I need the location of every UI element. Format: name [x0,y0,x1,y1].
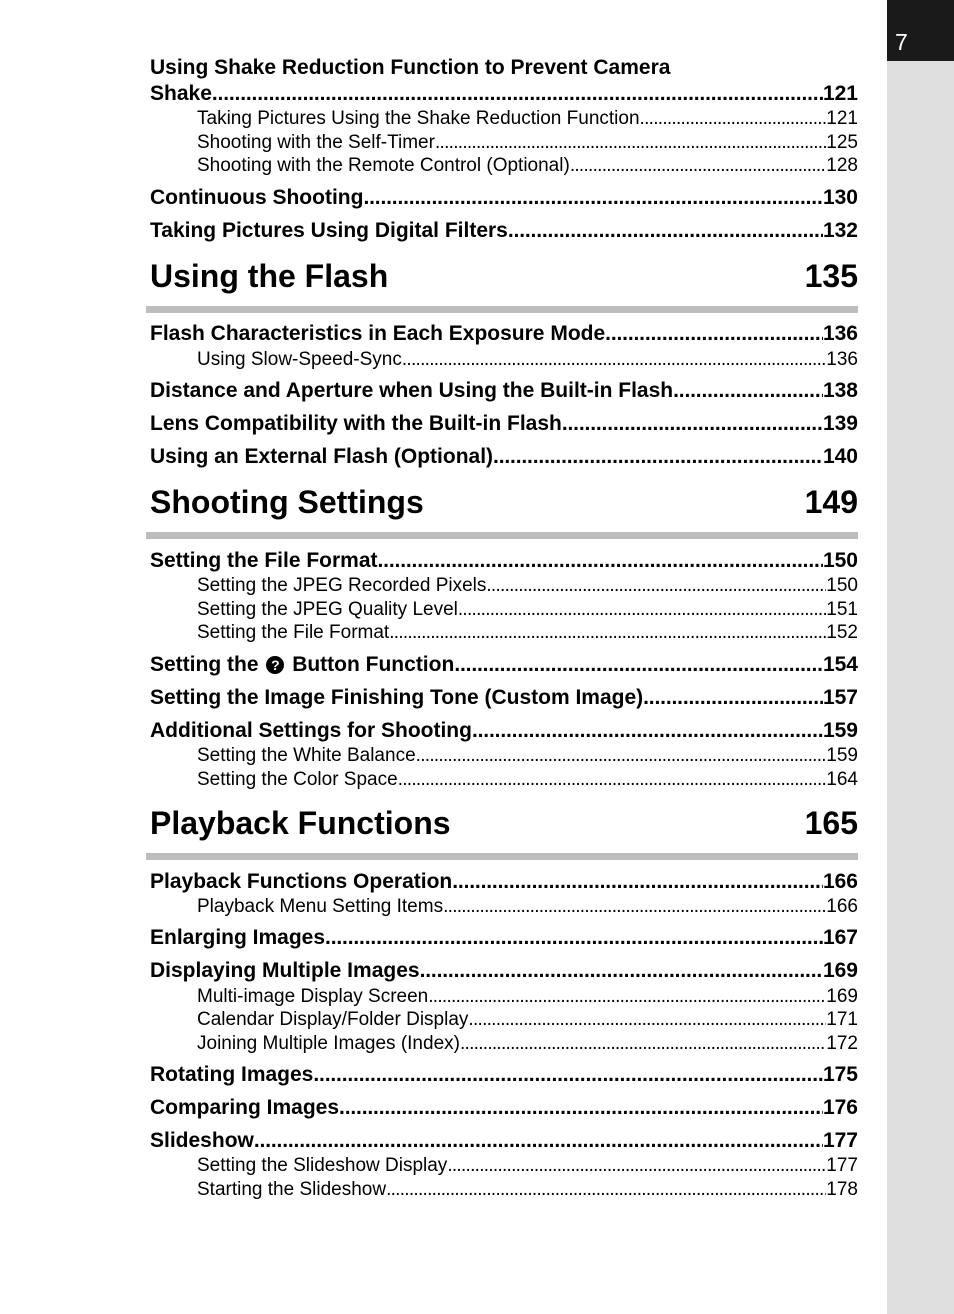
toc-entry-title: Setting the File Format [150,549,378,572]
toc-subentry-color-space[interactable] [197,768,858,791]
dot-leader [398,768,827,791]
toc-entry-shake-line1[interactable]: Using Shake Reduction Function to Prevent Camera [150,56,671,79]
question-button-icon: ? [266,656,284,674]
toc-entry-title: Taking Pictures Using Digital Filters [150,219,508,242]
dot-leader [472,718,823,744]
chapter-title: Using the Flash [150,258,389,294]
toc-entry-button-function[interactable] [150,652,858,678]
toc-entry-title: Enlarging Images [150,926,326,949]
toc-subentry-page: 150 [826,575,858,596]
toc-subentry-title: Multi-image Display Screen [197,986,429,1007]
toc-subentry-page: 152 [826,622,858,643]
toc-entry-page: 150 [822,549,858,572]
toc-subentry-playback-menu[interactable] [197,895,858,918]
toc-subentry-page: 166 [826,896,858,917]
dot-leader [402,348,826,371]
dot-leader [562,411,823,437]
chapter-heading-flash[interactable] [150,257,858,295]
toc-subentry-title: Taking Pictures Using the Shake Reduction Function [197,108,640,129]
toc-subentry-title: Setting the JPEG Quality Level [197,599,458,620]
dot-leader [443,895,826,918]
dot-leader [452,869,823,895]
toc-entry-rotating-images[interactable] [150,1062,858,1088]
toc-subentry-title: Starting the Slideshow [197,1179,387,1200]
toc-entry-page: 175 [822,1063,858,1086]
side-strip [887,0,954,1314]
toc-subentry-page: 151 [826,599,858,620]
dot-leader [454,652,823,678]
dot-leader [389,621,826,644]
page-number: 7 [895,29,908,55]
toc-subentry-page: 171 [826,1009,858,1030]
chapter-divider [146,532,858,539]
toc-entry-title: Continuous Shooting [150,186,364,209]
dot-leader [673,378,823,404]
dot-leader [420,958,823,984]
toc-subentry-page: 125 [826,132,858,153]
toc-entry-page: 157 [822,686,858,709]
toc-entry-shake[interactable] [150,81,858,107]
toc-subentry-page: 164 [826,769,858,790]
toc-entry-continuous-shooting[interactable] [150,185,858,211]
toc-entry-enlarging-images[interactable] [150,925,858,951]
toc-subentry-page: 136 [826,349,858,370]
toc-subentry-title: Using Slow-Speed-Sync [197,349,402,370]
toc-entry-title: Displaying Multiple Images [150,959,420,982]
toc-entry-slideshow[interactable] [150,1128,858,1154]
toc-subentry-file-format[interactable] [197,621,858,644]
toc-subentry-self-timer[interactable] [197,131,858,154]
toc-entry-title: Additional Settings for Shooting [150,719,472,742]
toc-entry-title: Rotating Images [150,1063,314,1086]
toc-entry-title: Using an External Flash (Optional) [150,445,494,468]
toc-entry-title: Shake [150,82,212,105]
toc-subentry-page: 169 [826,986,858,1007]
toc-subentry-starting-slideshow[interactable] [197,1178,858,1201]
dot-leader [416,744,827,767]
toc-entry-title [150,652,454,678]
toc-subentry-title: Joining Multiple Images (Index) [197,1033,460,1054]
toc-entry-page: 136 [822,322,858,345]
toc-entry-title-start: Setting the [150,653,259,676]
chapter-page: 165 [804,805,858,841]
dot-leader [339,1095,823,1121]
dot-leader [643,685,823,711]
toc-subentry-title: Playback Menu Setting Items [197,896,444,917]
toc-entry-flash-characteristics[interactable] [150,321,858,347]
chapter-heading-playback[interactable] [150,804,858,842]
dot-leader [570,154,826,177]
chapter-page: 149 [804,484,858,520]
toc-entry-comparing-images[interactable] [150,1095,858,1121]
chapter-page: 135 [804,258,858,294]
dot-leader [605,321,823,347]
toc-subentry-remote-control[interactable] [197,154,858,177]
dot-leader [386,1178,826,1201]
toc-entry-image-finishing-tone[interactable] [150,685,858,711]
toc-subentry-title: Setting the White Balance [197,745,416,766]
dot-leader [458,598,826,621]
toc-entry-title: Playback Functions Operation [150,870,453,893]
toc-subentry-title: Setting the Color Space [197,769,398,790]
dot-leader [493,444,823,470]
dot-leader [640,107,827,130]
dot-leader [254,1128,823,1154]
toc-subentry-title: Calendar Display/Folder Display [197,1009,469,1030]
dot-leader [468,1008,826,1031]
toc-entry-lens-compatibility[interactable] [150,411,858,437]
toc-entry-external-flash[interactable] [150,444,858,470]
toc-entry-page: 176 [822,1096,858,1119]
toc-entry-distance-aperture[interactable] [150,378,858,404]
toc-entry-page: 167 [822,926,858,949]
dot-leader [460,1032,826,1055]
toc-entry-page: 177 [822,1129,858,1152]
dot-leader [486,574,826,597]
chapter-heading-shooting-settings[interactable] [150,483,858,521]
toc-entry-title: Lens Compatibility with the Built-in Flash [150,412,562,435]
toc-subentry-title: Shooting with the Remote Control (Optional) [197,155,570,176]
dot-leader [428,985,826,1008]
toc-subentry-title: Shooting with the Self-Timer [197,132,435,153]
toc-subentry-page: 121 [826,108,858,129]
toc-entry-additional-settings[interactable] [150,718,858,744]
toc-entry-page: 130 [822,186,858,209]
dot-leader [435,131,826,154]
toc-entry-page: 121 [822,82,858,105]
toc-subentry-joining-images[interactable] [197,1032,858,1055]
toc-entry-page: 154 [822,653,858,676]
toc-subentry-page: 128 [826,155,858,176]
toc-subentry-calendar-display[interactable] [197,1008,858,1031]
toc-subentry-page: 172 [826,1033,858,1054]
toc-entry-title: Comparing Images [150,1096,340,1119]
toc-subentry-shake-reduction[interactable] [197,107,858,130]
toc-entry-page: 140 [822,445,858,468]
toc-entry-title-end: Button Function [292,653,455,676]
dot-leader [313,1062,823,1088]
dot-leader [363,185,823,211]
toc-entry-page: 169 [822,959,858,982]
toc-entry-multiple-images[interactable] [150,958,858,984]
toc-subentry-page: 178 [826,1179,858,1200]
toc-entry-page: 139 [822,412,858,435]
chapter-divider [146,853,858,860]
toc-entry-page: 132 [822,219,858,242]
toc-subentry-title: Setting the Slideshow Display [197,1155,448,1176]
dot-leader [325,925,823,951]
toc-entry-page: 138 [822,379,858,402]
dot-leader [508,218,823,244]
toc-subentry-slow-speed-sync[interactable] [197,348,858,371]
toc-entry-digital-filters[interactable] [150,218,858,244]
toc-entry-playback-operation[interactable] [150,869,858,895]
toc-subentry-title: Setting the JPEG Recorded Pixels [197,575,487,596]
dot-leader [212,81,823,107]
toc-subentry-jpeg-pixels[interactable] [197,574,858,597]
toc-entry-title: Distance and Aperture when Using the Built-in Flash [150,379,674,402]
toc-entry-page: 166 [822,870,858,893]
toc-entry-title: Flash Characteristics in Each Exposure Mode [150,322,606,345]
toc-entry-title: Setting the Image Finishing Tone (Custom Image) [150,686,644,709]
dot-leader [378,548,823,574]
chapter-divider [146,306,858,313]
chapter-title: Shooting Settings [150,484,424,520]
toc-entry-page: 159 [822,719,858,742]
toc-entry-file-format[interactable] [150,548,858,574]
toc-entry-title: Slideshow [150,1129,254,1152]
dot-leader [447,1154,826,1177]
toc-subentry-title: Setting the File Format [197,622,390,643]
toc-subentry-page: 177 [826,1155,858,1176]
toc-subentry-white-balance[interactable] [197,744,858,767]
toc-subentry-slideshow-display[interactable] [197,1154,858,1177]
toc-subentry-jpeg-quality[interactable] [197,598,858,621]
toc-subentry-page: 159 [826,745,858,766]
toc-subentry-multi-image-display[interactable] [197,985,858,1008]
chapter-title: Playback Functions [150,805,451,841]
